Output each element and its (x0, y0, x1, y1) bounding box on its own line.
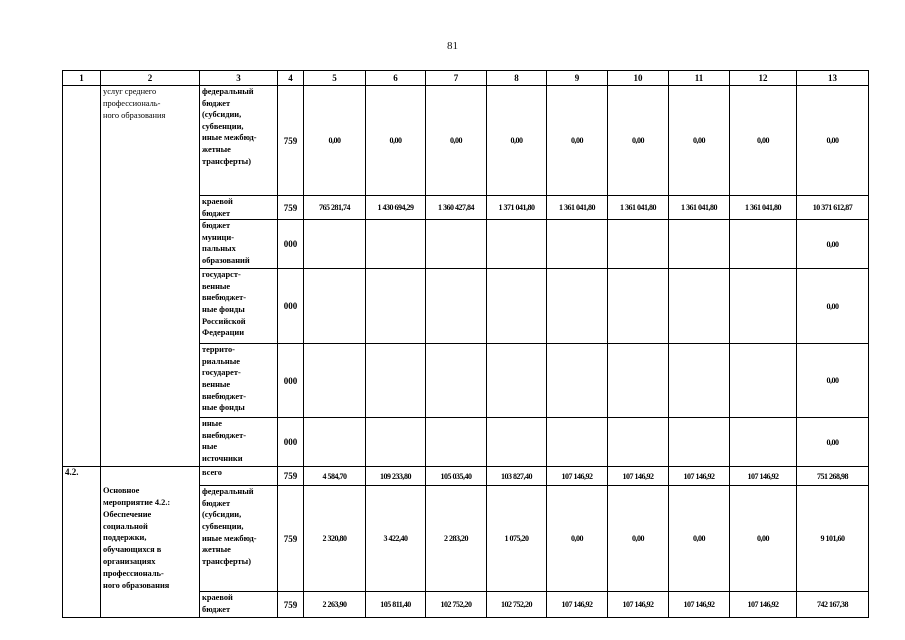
text-line: трансферты) (202, 156, 251, 166)
value-cell: 10 371 612,87 (797, 196, 869, 220)
column-number: 4 (278, 71, 304, 86)
text-line: образований (202, 255, 250, 265)
text-line: венные (202, 379, 231, 389)
value-cell: 107 146,92 (608, 467, 669, 486)
text-line: трансферты) (202, 556, 251, 566)
code-cell: 000 (278, 344, 304, 418)
value-cell (669, 269, 730, 344)
text-line: бюджет (202, 98, 231, 108)
value-cell: 0,00 (730, 86, 797, 196)
value-cell (487, 418, 547, 467)
value-cell (366, 344, 426, 418)
value-cell: 9 101,60 (797, 486, 869, 592)
text-line: ного образования (103, 580, 170, 590)
value-cell: 2 263,90 (304, 592, 366, 618)
text-line: краевой (202, 593, 233, 603)
value-cell: 0,00 (797, 220, 869, 269)
value-cell: 0,00 (669, 86, 730, 196)
text-line: поддержки, (103, 533, 147, 543)
value-cell (366, 269, 426, 344)
text-line: краевой (202, 197, 233, 206)
code-cell: 000 (278, 220, 304, 269)
text-line: риальные (202, 356, 240, 366)
value-cell: 2 320,80 (304, 486, 366, 592)
value-cell (426, 418, 487, 467)
column-number: 5 (304, 71, 366, 86)
text-line: обучающихся в (103, 545, 162, 555)
value-cell (669, 418, 730, 467)
text-line: Федерации (202, 328, 245, 338)
value-cell: 0,00 (547, 86, 608, 196)
text-line: социальной (103, 521, 148, 531)
value-cell: 102 752,20 (487, 592, 547, 618)
value-cell (487, 269, 547, 344)
value-cell (730, 418, 797, 467)
value-cell: 2 283,20 (426, 486, 487, 592)
value-cell: 0,00 (487, 86, 547, 196)
code-cell: 759 (278, 592, 304, 618)
value-cell (487, 344, 547, 418)
text-line: жетные (202, 545, 231, 555)
value-cell: 105 811,40 (366, 592, 426, 618)
text-line: Обеспечение (103, 509, 152, 519)
text-line: мероприятие 4.2.: (103, 497, 171, 507)
value-cell (730, 220, 797, 269)
column-number: 10 (608, 71, 669, 86)
value-cell: 0,00 (608, 486, 669, 592)
text-line: внебюджет- (202, 391, 246, 401)
measure-name-cell (101, 86, 200, 467)
value-cell: 107 146,92 (730, 592, 797, 618)
value-cell (426, 269, 487, 344)
value-cell: 0,00 (547, 486, 608, 592)
value-cell: 0,00 (426, 86, 487, 196)
value-cell: 765 281,74 (304, 196, 366, 220)
table-row (63, 467, 869, 486)
table-row (63, 86, 869, 196)
value-cell (730, 344, 797, 418)
value-cell: 0,00 (366, 86, 426, 196)
value-cell: 107 146,92 (547, 592, 608, 618)
text-line: жетные (202, 144, 231, 154)
code-cell: 000 (278, 418, 304, 467)
value-cell: 107 146,92 (669, 592, 730, 618)
value-cell (426, 344, 487, 418)
value-cell: 0,00 (797, 344, 869, 418)
value-cell: 103 827,40 (487, 467, 547, 486)
text-line: профессиональ- (103, 98, 161, 108)
text-line: муници- (202, 232, 234, 242)
value-cell (608, 418, 669, 467)
text-line: ные фонды (202, 304, 245, 314)
text-line: иные межбюд- (202, 133, 257, 143)
text-line: Российской (202, 316, 246, 326)
text-line: ные (202, 442, 218, 452)
text-line: бюджет (202, 221, 231, 231)
value-cell: 107 146,92 (669, 467, 730, 486)
value-cell: 751 268,98 (797, 467, 869, 486)
text-line: бюджет (202, 498, 231, 508)
value-cell (304, 269, 366, 344)
text-line: иные (202, 419, 222, 429)
value-cell: 1 360 427,84 (426, 196, 487, 220)
code-cell: 000 (278, 269, 304, 344)
column-number: 9 (547, 71, 608, 86)
column-number: 7 (426, 71, 487, 86)
value-cell (608, 269, 669, 344)
funding-source-cell (200, 196, 278, 220)
value-cell (487, 220, 547, 269)
text-line: бюджет (202, 604, 231, 614)
column-number: 2 (101, 71, 200, 86)
budget-table (62, 70, 869, 618)
funding-source-cell (200, 592, 278, 618)
text-line: бюджет (202, 208, 231, 218)
text-line: государст- (202, 270, 241, 280)
code-cell: 759 (278, 86, 304, 196)
text-line: услуг среднего (103, 87, 157, 96)
value-cell (669, 220, 730, 269)
text-line: иные межбюд- (202, 533, 257, 543)
value-cell: 0,00 (797, 86, 869, 196)
row-number: 4.2. (63, 467, 101, 618)
funding-source-cell (200, 486, 278, 592)
text-line: субвенции, (202, 521, 244, 531)
column-number: 8 (487, 71, 547, 86)
funding-source-cell (200, 86, 278, 196)
funding-source-cell (200, 344, 278, 418)
value-cell (547, 418, 608, 467)
text-line: ные фонды (202, 403, 245, 413)
text-line: внебюджет- (202, 293, 246, 303)
value-cell: 107 146,92 (547, 467, 608, 486)
value-cell: 1 361 041,80 (608, 196, 669, 220)
code-cell: 759 (278, 196, 304, 220)
value-cell: 0,00 (797, 418, 869, 467)
column-number: 11 (669, 71, 730, 86)
funding-source-cell (200, 467, 278, 486)
text-line: организациях (103, 556, 156, 566)
value-cell: 742 167,38 (797, 592, 869, 618)
value-cell: 0,00 (608, 86, 669, 196)
value-cell (608, 220, 669, 269)
funding-source-cell (200, 220, 278, 269)
value-cell (366, 220, 426, 269)
value-cell: 105 035,40 (426, 467, 487, 486)
text-line: ного образования (103, 110, 166, 120)
value-cell: 1 371 041,80 (487, 196, 547, 220)
value-cell (547, 269, 608, 344)
value-cell (426, 220, 487, 269)
value-cell: 1 361 041,80 (730, 196, 797, 220)
column-number-row (63, 71, 869, 86)
text-line: (субсидии, (202, 510, 242, 520)
value-cell: 4 584,70 (304, 467, 366, 486)
value-cell: 107 146,92 (730, 467, 797, 486)
value-cell: 0,00 (797, 269, 869, 344)
value-cell (669, 344, 730, 418)
code-cell: 759 (278, 467, 304, 486)
text-line: Основное (103, 486, 140, 496)
text-line: государет- (202, 368, 241, 378)
text-line: субвенции, (202, 121, 244, 131)
value-cell: 1 430 694,29 (366, 196, 426, 220)
measure-name-cell (101, 467, 200, 618)
value-cell: 109 233,80 (366, 467, 426, 486)
text-line: федеральный (202, 87, 254, 96)
column-number: 3 (200, 71, 278, 86)
value-cell: 3 422,40 (366, 486, 426, 592)
text-line: федеральный (202, 487, 254, 497)
text-line: источники (202, 453, 243, 463)
value-cell (608, 344, 669, 418)
page-number: 81 (447, 40, 458, 52)
value-cell: 102 752,20 (426, 592, 487, 618)
text-line: внебюджет- (202, 430, 246, 440)
text-line: пальных (202, 244, 236, 254)
value-cell: 0,00 (304, 86, 366, 196)
text-line: профессиональ- (103, 568, 164, 578)
column-number: 6 (366, 71, 426, 86)
value-cell: 107 146,92 (608, 592, 669, 618)
text-line: террито- (202, 345, 235, 355)
value-cell (547, 344, 608, 418)
funding-source-cell (200, 269, 278, 344)
value-cell (304, 220, 366, 269)
code-cell: 759 (278, 486, 304, 592)
value-cell (366, 418, 426, 467)
value-cell: 1 075,20 (487, 486, 547, 592)
column-number: 1 (63, 71, 101, 86)
value-cell: 0,00 (669, 486, 730, 592)
value-cell (304, 344, 366, 418)
funding-source-cell (200, 418, 278, 467)
value-cell (547, 220, 608, 269)
value-cell (730, 269, 797, 344)
value-cell (304, 418, 366, 467)
column-number: 13 (797, 71, 869, 86)
text-line: (субсидии, (202, 110, 242, 120)
value-cell: 1 361 041,80 (669, 196, 730, 220)
text-line: венные (202, 281, 231, 291)
column-number: 12 (730, 71, 797, 86)
value-cell: 1 361 041,80 (547, 196, 608, 220)
row-number (63, 86, 101, 467)
value-cell: 0,00 (730, 486, 797, 592)
text-line: всего (202, 468, 222, 478)
